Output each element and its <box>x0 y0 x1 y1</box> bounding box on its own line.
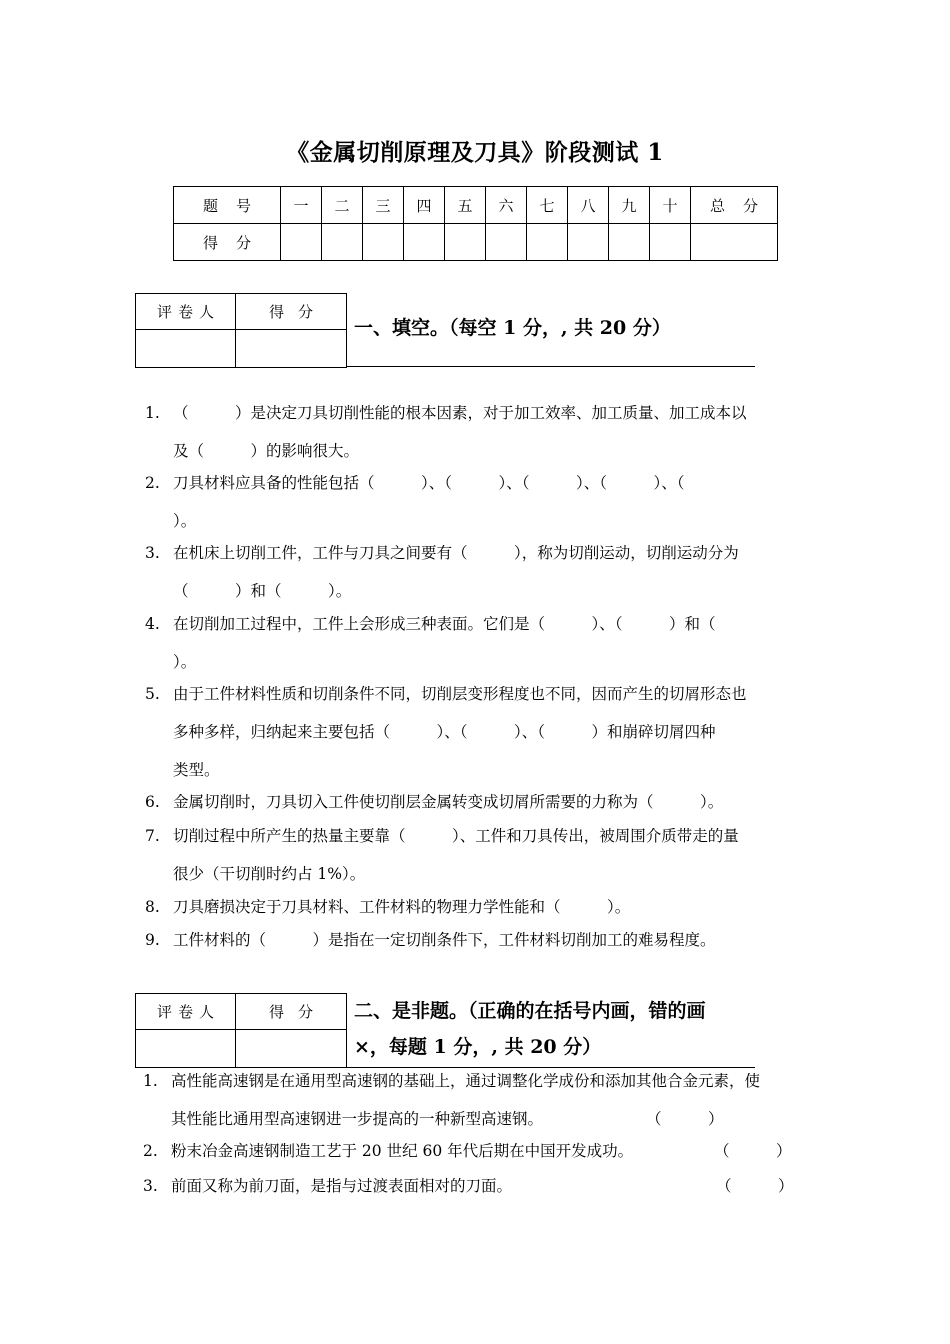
total-score-cell[interactable] <box>691 224 778 261</box>
score-cell[interactable] <box>322 224 363 261</box>
score-label: 得分 <box>174 224 281 261</box>
question-text: 在机床上切削工件，工件与刀具之间要有（ ），称为切削运动，切削运动分为 <box>173 544 739 562</box>
question-number: 6. <box>145 793 160 811</box>
section2-heading: 二、是非题。（正确的在括号内画，错的画 <box>354 1000 706 1022</box>
page-title: 《金属切削原理及刀具》阶段测试 1 <box>286 139 664 166</box>
score-cell[interactable] <box>281 224 322 261</box>
column-label: 九 <box>609 187 650 224</box>
question-text: 在切削加工过程中，工件上会形成三种表面。它们是（ ）、（ ）和（ <box>173 615 716 633</box>
question-number: 2. <box>143 1142 158 1160</box>
question-text: （ ）是决定刀具切削性能的根本因素，对于加工效率、加工质量、加工成本以 <box>173 404 747 422</box>
question-text-cont: ）。 <box>173 653 197 671</box>
score-cell[interactable] <box>363 224 404 261</box>
question-text: 金属切削时，刀具切入工件使切削层金属转变成切屑所需要的力称为（ ）。 <box>173 793 724 811</box>
question-number: 3. <box>145 544 160 562</box>
grader-score-label: 得分 <box>236 994 347 1030</box>
score-cell[interactable] <box>445 224 486 261</box>
score-table-header-row <box>174 187 778 224</box>
question-text: 工件材料的（ ）是指在一定切削条件下，工件材料切削加工的难易程度。 <box>173 931 716 949</box>
question-text-cont: 及（ ）的影响很大。 <box>173 442 360 460</box>
answer-parentheses[interactable]: （ ） <box>714 1142 792 1160</box>
reviewer-label: 评卷人 <box>136 994 236 1030</box>
column-label: 六 <box>486 187 527 224</box>
score-table-score-row <box>174 224 778 261</box>
question-number: 2. <box>145 474 160 492</box>
question-text-cont: （ ）和（ ）。 <box>173 582 352 600</box>
question-text: 粉末冶金高速钢制造工艺于 20 世纪 60 年代后期在中国开发成功。 <box>171 1142 634 1160</box>
reviewer-cell[interactable] <box>136 330 236 368</box>
question-text: 高性能高速钢是在通用型高速钢的基础上，通过调整化学成份和添加其他合金元素，使 <box>171 1072 761 1090</box>
question-text: 刀具磨损决定于刀具材料、工件材料的物理力学性能和（ ）。 <box>173 898 631 916</box>
score-cell[interactable] <box>609 224 650 261</box>
question-text: 刀具材料应具备的性能包括（ ）、（ ）、（ ）、（ ）、（ <box>173 474 685 492</box>
question-number: 8. <box>145 898 160 916</box>
question-text-cont: 多种多样，归纳起来主要包括（ ）、（ ）、（ ）和崩碎切屑四种 <box>173 723 716 741</box>
section1-heading: 一、填空。（每空 1 分，, 共 20 分） <box>354 317 671 339</box>
question-number: 1. <box>145 404 160 422</box>
question-number: 7. <box>145 827 160 845</box>
question-number: 4. <box>145 615 160 633</box>
column-label: 五 <box>445 187 486 224</box>
answer-parentheses[interactable]: （ ） <box>716 1177 794 1195</box>
question-text-cont: ）。 <box>173 512 197 530</box>
question-number: 3. <box>143 1177 158 1195</box>
answer-parentheses[interactable]: （ ） <box>646 1110 724 1128</box>
grader-score-label: 得分 <box>236 294 347 330</box>
column-label: 二 <box>322 187 363 224</box>
section1-underline <box>346 366 755 367</box>
question-text-cont: 其性能比通用型高速钢进一步提高的一种新型高速钢。 <box>171 1110 544 1128</box>
score-cell[interactable] <box>568 224 609 261</box>
grader-score-cell[interactable] <box>236 330 347 368</box>
score-cell[interactable] <box>527 224 568 261</box>
column-label: 八 <box>568 187 609 224</box>
score-cell[interactable] <box>404 224 445 261</box>
question-number: 1. <box>143 1072 158 1090</box>
column-label: 十 <box>650 187 691 224</box>
section2-heading-cont: ×，每题 1 分，, 共 20 分） <box>354 1036 602 1058</box>
column-label: 三 <box>363 187 404 224</box>
question-text: 切削过程中所产生的热量主要靠（ ）、工件和刀具传出，被周围介质带走的量 <box>173 827 739 845</box>
total-label: 总分 <box>691 187 778 224</box>
grader-box-section1 <box>135 293 347 368</box>
reviewer-label: 评卷人 <box>136 294 236 330</box>
question-text: 前面又称为前刀面，是指与过渡表面相对的刀面。 <box>171 1177 513 1195</box>
grader-box-section2 <box>135 993 347 1068</box>
column-label: 七 <box>527 187 568 224</box>
question-number-label: 题号 <box>174 187 281 224</box>
column-label: 四 <box>404 187 445 224</box>
score-cell[interactable] <box>486 224 527 261</box>
question-number: 5. <box>145 685 160 703</box>
question-number: 9. <box>145 931 160 949</box>
question-text: 由于工件材料性质和切削条件不同，切削层变形程度也不同，因而产生的切屑形态也 <box>173 685 747 703</box>
question-text-cont: 很少（干切削时约占 1%）。 <box>173 865 366 883</box>
question-text-cont: 类型。 <box>173 761 220 779</box>
column-label: 一 <box>281 187 322 224</box>
score-cell[interactable] <box>650 224 691 261</box>
score-table <box>173 186 778 261</box>
